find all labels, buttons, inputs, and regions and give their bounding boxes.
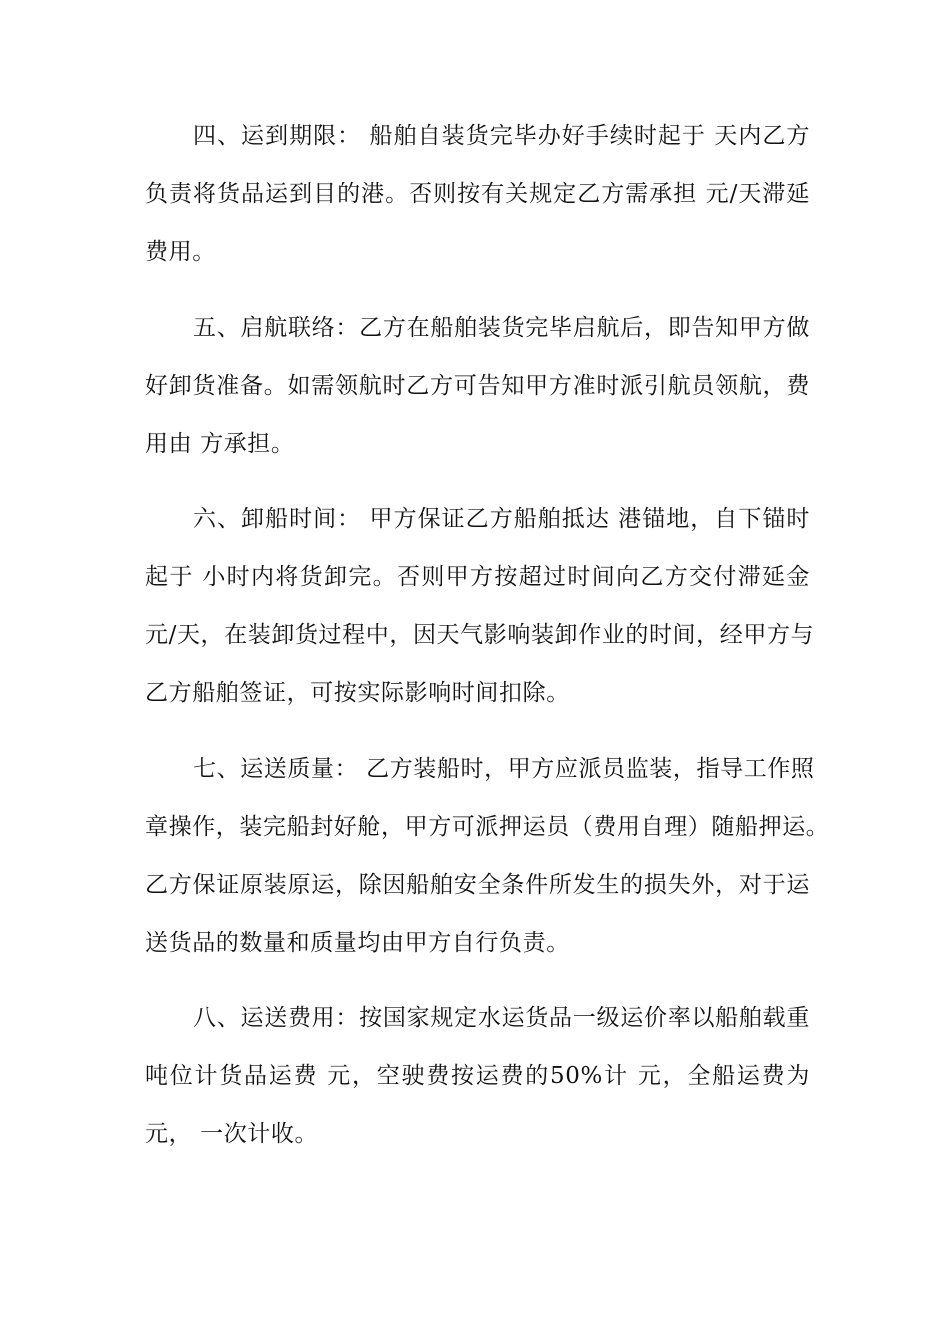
clause-5-line-3: 用由 方承担。 [145,431,295,457]
clause-4-delivery-deadline [145,122,810,296]
clause-6-line-3: 元/天，在装卸货过程中，因天气影响装卸作业的时间，经甲方与 [145,622,815,648]
clause-4-line-2: 负责将货品运到目的港。否则按有关规定乙方需承担 元/天滞延 [145,181,810,207]
clause-7-shipping-quality [145,755,830,987]
clause-6-line-4: 乙方船舶签证，可按实际影响时间扣除。 [145,680,570,706]
clause-4-line-1: 四、运到期限： 船舶自装货完毕办好手续时起于 天内乙方 [193,123,810,149]
clause-6-unloading-time [145,505,815,737]
clause-5-line-1: 五、启航联络：乙方在船舶装货完毕启航后，即告知甲方做 [193,315,810,341]
clause-7-line-2: 章操作，装完船封好舱，甲方可派押运员（费用自理）随船押运。 [145,814,830,840]
clause-8-shipping-fees [145,1004,810,1178]
clause-4-line-3: 费用。 [145,239,216,265]
clause-6-line-1: 六、卸船时间： 甲方保证乙方船舶抵达 港锚地，自下锚时 [193,506,810,532]
clause-8-line-1: 八、运送费用：按国家规定水运货品一级运价率以船舶载重 [193,1005,810,1031]
clause-5-departure-contact [145,314,810,488]
clause-7-line-4: 送货品的数量和质量均由甲方自行负责。 [145,930,570,956]
clause-8-line-2: 吨位计货品运费 元，空驶费按运费的50%计 元，全船运费为 [145,1063,810,1089]
clause-6-line-2: 起于 小时内将货卸完。否则甲方按超过时间向乙方交付滞延金 [145,564,810,590]
clause-7-line-3: 乙方保证原装原运，除因船舶安全条件所发生的损失外，对于运 [145,872,810,898]
clause-5-line-2: 好卸货准备。如需领航时乙方可告知甲方准时派引航员领航，费 [145,373,810,399]
clause-7-line-1: 七、运送质量： 乙方装船时，甲方应派员监装，指导工作照 [193,756,815,782]
clause-8-line-3: 元， 一次计收。 [145,1121,319,1147]
